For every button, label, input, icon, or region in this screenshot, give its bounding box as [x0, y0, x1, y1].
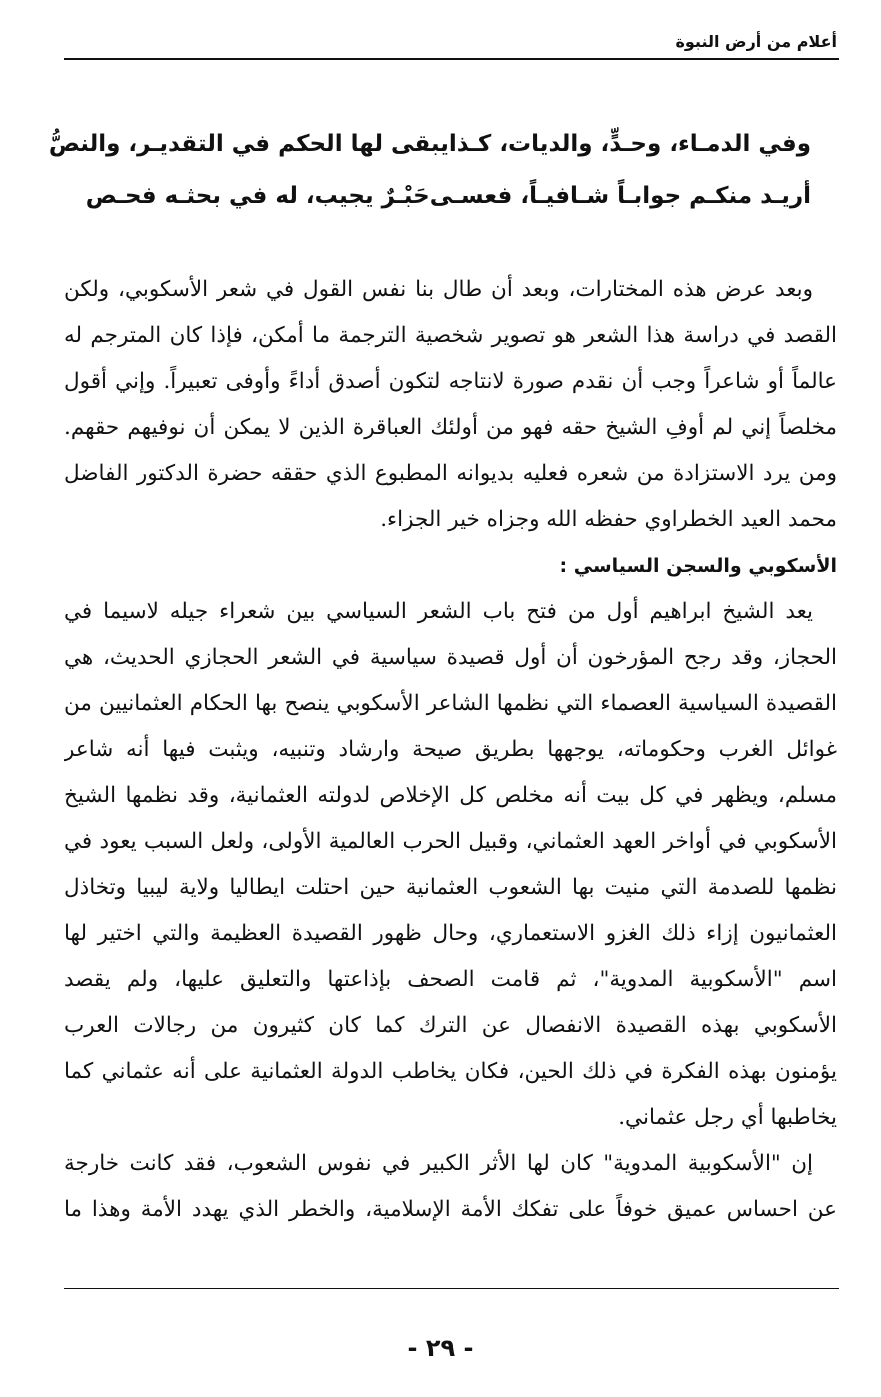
text-line: محمد العيد الخطراوي حفظه الله وجزاه خير الجزاء.: [380, 507, 837, 532]
poem-second-hemistich: حَبْـرٌ يجيب، له في بحثـه فحـص: [85, 183, 430, 209]
section-heading: الأسكوبي والسجن السياسي :: [559, 555, 837, 577]
paragraph-conclusion: [64, 267, 837, 543]
text-line: إن "الأسكوبية المدوية" كان لها الأثر الكبير في نفوس الشعوب، فقد كانت خارجة: [64, 1151, 813, 1176]
poem-first-hemistich: أريـد منكـم جوابـاً شـافيـاً، فعسـى: [429, 183, 811, 209]
text-line: مخلصاً إني لم أوفِ الشيخ حقه فهو من أولئك العباقرة الذين لا يمكن أن نوفيهم حقهم.: [64, 415, 837, 440]
text-line: وبعد عرض هذه المختارات، وبعد أن طال بنا نفس القول في شعر الأسكوبي، ولكن: [64, 277, 813, 302]
text-line: الأسكوبي في أواخر العهد العثماني، وقبيل الحرب العالمية الأولى، ولعل السبب يعود في: [64, 829, 837, 854]
text-line: يخاطبها أي رجل عثماني.: [618, 1105, 837, 1130]
text-line: القصد في دراسة هذا الشعر هو تصوير شخصية الترجمة ما أمكن، فإذا كان المترجم له: [64, 323, 837, 348]
text-line: الحجاز، وقد رجح المؤرخون أن أول قصيدة سياسية في الشعر الحجازي الحديث، هي: [64, 645, 837, 670]
footer-rule: [64, 1288, 839, 1289]
text-line: عالماً أو شاعراً وجب أن نقدم صورة لانتاجه لتكون أصدق أداءً وأوفى تعبيراً. وإني أقول: [64, 369, 837, 394]
text-line: عن احساس عميق خوفاً على تفكك الأمة الإسلامية، والخطر الذي يهدد الأمة وهذا ما: [64, 1197, 837, 1222]
body-text: [64, 267, 837, 1233]
text-line: العثمانيون إزاء ذلك الغزو الاستعماري، وحال ظهور القصيدة العظيمة والتي اختير لها: [64, 921, 837, 946]
text-line: غوائل الغرب وحكوماته، يوجهها بطريق صيحة وارشاد وتنبيه، ويثبت فيها أنه شاعر: [64, 737, 837, 762]
poem-second-hemistich: يبقى لها الحكم في التقديـر، والنصُّ: [48, 131, 449, 157]
poem-verse: [48, 118, 811, 170]
text-line: مسلم، ويظهر في كل بيت أنه مخلص كل الإخلاص لدولته العثمانية، وقد نظمها الشيخ: [64, 783, 837, 808]
paragraph-askubiya: [64, 1141, 837, 1233]
text-line: اسم "الأسكوبية المدوية"، ثم قامت الصحف بإذاعتها والتعليق عليها، ولم يقصد: [64, 967, 837, 992]
poem-first-hemistich: وفي الدمـاء، وحـدٍّ، والديات، كـذا: [448, 131, 811, 157]
text-line: يؤمنون بهذه الفكرة في ذلك الحين، فكان يخاطب الدولة العثمانية على أنه عثماني كما: [64, 1059, 837, 1084]
text-line: نظمها للصدمة التي منيت بها الشعوب العثمانية حين احتلت ايطاليا ولاية ليبيا وتخاذل: [64, 875, 837, 900]
poem-verse: [85, 170, 811, 222]
header-rule: [64, 58, 839, 60]
page-number: - ٢٩ -: [407, 1334, 474, 1362]
paragraph-political-poetry: [64, 589, 837, 1141]
text-line: يعد الشيخ ابراهيم أول من فتح باب الشعر السياسي بين شعراء جيله لاسيما في: [64, 599, 813, 624]
text-line: ومن يرد الاستزادة من شعره فعليه بديوانه المطبوع الذي حققه حضرة الدكتور الفاضل: [64, 461, 837, 486]
text-line: الأسكوبي بهذه القصيدة الانفصال عن الترك كما كان كثيرون من رجالات العرب: [64, 1013, 837, 1038]
running-header-title: أعلام من أرض النبوة: [675, 32, 837, 51]
text-line: القصيدة السياسية العصماء التي نظمها الشاعر الأسكوبي ينصح بها الحكام العثمانيين من: [64, 691, 837, 716]
poem-block: [48, 118, 811, 222]
